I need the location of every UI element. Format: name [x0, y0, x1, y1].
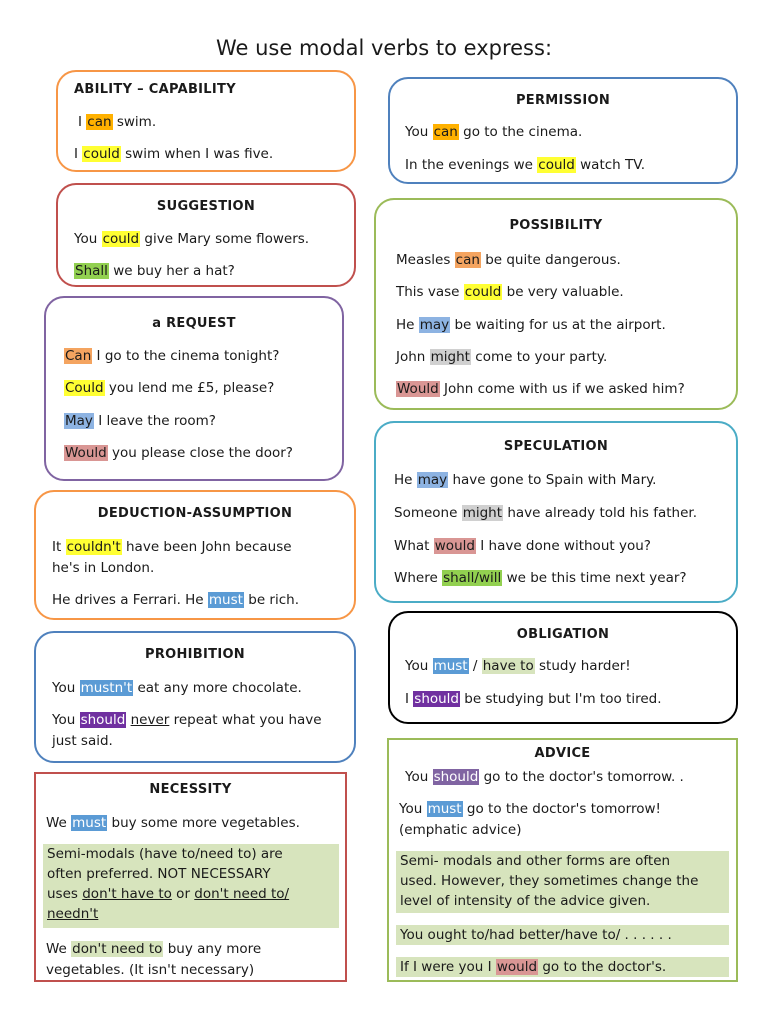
suggestion-line-1: You could give Mary some flowers.	[74, 231, 310, 247]
ability-line-2: I could swim when I was five.	[74, 146, 274, 162]
modal-could: could	[102, 231, 140, 247]
possibility-box	[374, 198, 738, 410]
semi-modal-have-to: have to	[482, 658, 534, 674]
ability-line-1: I can swim.	[78, 114, 157, 130]
request-box	[44, 296, 344, 481]
modal-may: May	[65, 413, 93, 429]
advice-line-2b: (emphatic advice)	[399, 822, 522, 838]
modal-would: Would	[65, 445, 107, 461]
prohibition-line-2b: just said.	[52, 733, 113, 749]
modal-would: Would	[397, 381, 439, 397]
advice-note: Semi- modals and other forms are often used. However, they sometimes change the level of intensity of the advice given.	[396, 851, 729, 913]
speculation-line-1: He may have gone to Spain with Mary.	[394, 472, 657, 488]
obligation-box	[388, 611, 738, 724]
modal-can: can	[455, 252, 480, 268]
deduction-line-2: He drives a Ferrari. He must be rich.	[52, 592, 299, 608]
possibility-line-5: Would John come with us if we asked him?	[397, 381, 685, 397]
speculation-box	[374, 421, 738, 603]
obligation-line-2: I should be studying but I'm too tired.	[405, 691, 662, 707]
necessity-box	[34, 772, 347, 982]
ability-heading: ABILITY – CAPABILITY	[74, 82, 236, 97]
modal-may: may	[417, 472, 448, 488]
permission-box	[388, 77, 738, 184]
modal-could: could	[464, 284, 502, 300]
possibility-line-4: John might come to your party.	[396, 349, 608, 365]
modal-must: must	[427, 801, 462, 817]
necessity-line-2: We don't need to buy any more	[46, 941, 262, 957]
advice-line-3: You ought to/had better/have to/ . . . . . .	[396, 925, 729, 945]
advice-heading: ADVICE	[534, 746, 591, 761]
speculation-line-2: Someone might have already told his father.	[394, 505, 698, 521]
modal-could: could	[538, 157, 575, 173]
prohibition-line-1: You mustn't eat any more chocolate.	[52, 680, 302, 696]
modal-should: should	[414, 691, 460, 707]
speculation-line-3: What would I have done without you?	[394, 538, 651, 554]
advice-box	[387, 738, 738, 982]
semi-modal-dont-need-to: don't need to	[72, 941, 163, 957]
modal-should: should	[433, 769, 479, 785]
advice-line-1: You should go to the doctor's tomorrow. .	[405, 769, 684, 785]
suggestion-heading: SUGGESTION	[156, 199, 256, 214]
advice-line-2: You must go to the doctor's tomorrow!	[399, 801, 661, 817]
request-line-1: Can I go to the cinema tonight?	[65, 348, 280, 364]
prohibition-box	[34, 631, 356, 763]
modal-must: must	[208, 592, 243, 608]
obligation-line-1: You must / have to study harder!	[405, 658, 631, 674]
modal-might: might	[430, 349, 470, 365]
suggestion-box	[56, 183, 356, 287]
modal-would: would	[496, 959, 538, 975]
deduction-box	[34, 490, 356, 620]
request-line-2: Could you lend me £5, please?	[65, 380, 275, 396]
obligation-heading: OBLIGATION	[516, 627, 610, 642]
request-line-3: May I leave the room?	[65, 413, 216, 429]
permission-line-2: In the evenings we could watch TV.	[405, 157, 646, 173]
word-never: never	[130, 712, 170, 728]
advice-line-4: If I were you I would go to the doctor's.	[396, 957, 729, 977]
modal-must: must	[433, 658, 468, 674]
modal-might: might	[462, 505, 503, 521]
deduction-line-1: It couldn't have been John because	[52, 539, 292, 555]
necessity-line-2b: vegetables. (It isn't necessary)	[46, 962, 255, 978]
prohibition-heading: PROHIBITION	[145, 647, 245, 662]
modal-shall-will: shall/will	[443, 570, 502, 586]
request-heading: a REQUEST	[152, 316, 236, 331]
page-title: We use modal verbs to express:	[215, 36, 553, 60]
deduction-line-1b: he's in London.	[52, 560, 155, 576]
necessity-note: Semi-modals (have to/need to) are often preferred. NOT NECESSARY uses don't have to or don't need to/ needn't	[43, 844, 339, 928]
necessity-line-1: We must buy some more vegetables.	[46, 815, 300, 831]
possibility-line-1: Measles can be quite dangerous.	[396, 252, 621, 268]
modal-must: must	[72, 815, 107, 831]
modal-can: can	[87, 114, 112, 130]
suggestion-line-2: Shall we buy her a hat?	[75, 263, 235, 279]
modal-mustnt: mustn't	[80, 680, 133, 696]
ability-box	[56, 70, 356, 172]
possibility-line-2: This vase could be very valuable.	[396, 284, 624, 300]
modal-should: should	[80, 712, 126, 728]
permission-line-1: You can go to the cinema.	[405, 124, 583, 140]
possibility-line-3: He may be waiting for us at the airport.	[396, 317, 666, 333]
possibility-heading: POSSIBILITY	[509, 218, 603, 233]
modal-may: may	[419, 317, 450, 333]
speculation-heading: SPECULATION	[503, 439, 609, 454]
modal-would: would	[434, 538, 475, 554]
request-line-4: Would you please close the door?	[65, 445, 293, 461]
modal-couldnt: couldn't	[66, 539, 121, 555]
modal-could: Could	[65, 380, 104, 396]
modal-can: Can	[65, 348, 92, 364]
speculation-line-4: Where shall/will we be this time next year?	[394, 570, 687, 586]
modal-shall: Shall	[75, 263, 108, 279]
prohibition-line-2: You should never repeat what you have	[52, 712, 322, 728]
modal-can: can	[433, 124, 458, 140]
deduction-heading: DEDUCTION-ASSUMPTION	[97, 506, 293, 521]
necessity-heading: NECESSITY	[149, 782, 232, 797]
modal-could: could	[83, 146, 120, 162]
permission-heading: PERMISSION	[515, 93, 611, 108]
